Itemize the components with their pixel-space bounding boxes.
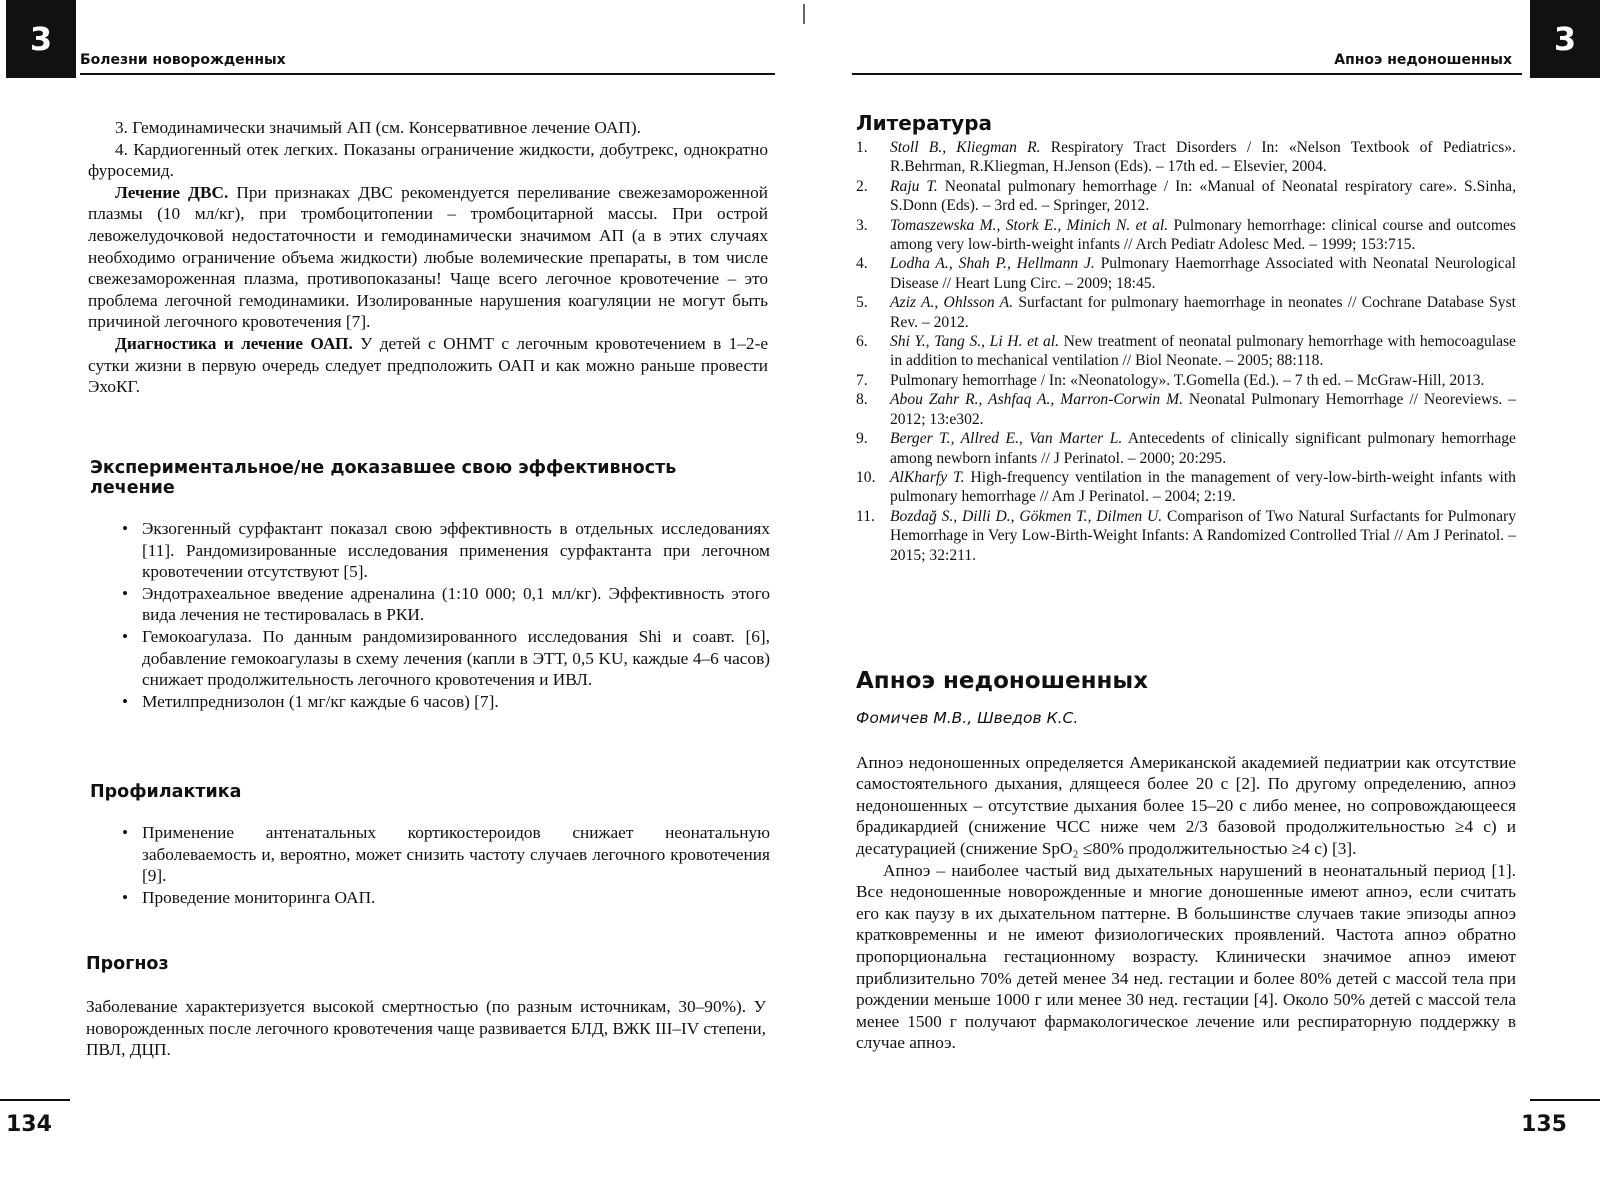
reference-number: 10.: [856, 468, 876, 486]
reference-number: 8.: [856, 391, 868, 409]
reference-number: 1.: [856, 139, 868, 156]
reference-text: Neonatal pulmonary hemorrhage / In: «Manual of Neonatal respiratory care». S.Sinha, S.Donn (Eds). – 3rd ed. – Springer, 2012.: [890, 177, 1516, 215]
experimental-heading: Экспериментальное/не доказавшее свою эффективность лечение: [90, 458, 677, 498]
reference-authors: Lodha A., Shah P., Hellmann J.: [890, 255, 1095, 273]
reference-number: 4.: [856, 255, 868, 273]
prophylaxis-list: [90, 822, 770, 908]
oap-paragraph: [88, 333, 768, 398]
reference-text: New treatment of neonatal pulmonary hemorrhage with hemocoagulase in addition to mechanical ventilation // Biol Neonate. – 2005; 88:118.: [890, 333, 1516, 370]
list-item: • Гемокоагулаза. По данным рандомизированного исследования Shi и соавт. [6], добавление гемокоагулазы в схему лечения (капли в ЭТТ, 0,5 KU, каждые 4–6 часов) снижает продолжительность легочного кровотечения и ИВЛ.: [142, 626, 770, 691]
reference-item: [856, 468, 1516, 507]
reference-authors: Stoll B., Kliegman R.: [890, 139, 1041, 156]
apnea-paragraph-1: Апноэ недоношенных определяется Американской академией педиатрии как отсутствие самостоятельного дыхания, длящееся более 20 с [2]. По другому определению, апноэ недоношенных – отсутствие дыхания более 15–20 с либо менее, но сопровождающееся брадикардией (снижение ЧСС ниже чем 2/3 базовой продолжительностью ≥4 с) и десатурацией (снижение SpO₂ ≤80% продолжительностью ≥4 с) [3].: [856, 752, 1516, 858]
left-main-text: [88, 117, 768, 398]
chapter-number-box: 3: [1530, 0, 1600, 78]
reference-text: Comparison of Two Natural Surfactants for Pulmonary Hemorrhage in Very Low-Birth-Weight Infants: A Randomized Controlled Trial // Am J Perinatol. – 2015; 32:211.: [890, 507, 1516, 564]
list-item: • Эндотрахеальное введение адреналина (1:10 000; 0,1 мл/кг). Эффективность этого вида лечения не тестировалась в РКИ.: [142, 583, 770, 626]
reference-item: [856, 177, 1516, 216]
reference-number: 6.: [856, 333, 868, 351]
paragraph: 3. Гемодинамически значимый АП (см. Консервативное лечение ОАП).: [115, 118, 641, 137]
dvs-paragraph: [88, 182, 768, 333]
reference-text: Neonatal Pulmonary Hemorrhage // Neoreviews. – 2012; 13:e302.: [890, 391, 1517, 428]
page-number: 134: [6, 1112, 52, 1137]
chapter-number-box: 3: [6, 0, 76, 78]
reference-authors: Aziz A., Ohlsson A.: [890, 294, 1014, 312]
reference-number: 11.: [856, 507, 875, 525]
prophylaxis-section: [90, 782, 770, 908]
apnea-authors: Фомичев М.В., Шведов К.С.: [856, 709, 1079, 727]
reference-text: Surfactant for pulmonary haemorrhage in neonates // Cochrane Database Syst Rev. – 2012.: [890, 294, 1516, 331]
reference-number: 2.: [856, 177, 868, 195]
oap-lead: Диагностика и лечение ОАП.: [115, 333, 353, 353]
prophylaxis-heading: Профилактика: [90, 782, 242, 802]
reference-authors: Berger T., Allred E., Van Marter L.: [890, 430, 1123, 448]
oap-text: У детей с ОНМТ с легочным кровотечением в 1–2-е сутки жизни в первую очередь следует предположить ОАП и как можно раньше провести ЭхоКГ.: [88, 333, 768, 397]
list-item: • Проведение мониторинга ОАП.: [142, 887, 770, 909]
list-item: • Экзогенный сурфактант показал свою эффективность в отдельных исследованиях [11]. Рандомизированные исследования применения сурфактанта при легочном кровотечении отсутствуют [5].: [142, 518, 770, 583]
reference-number: 7.: [856, 371, 868, 389]
apnea-heading: Апноэ недоношенных: [856, 668, 1149, 694]
literature-section: [856, 112, 1516, 565]
literature-heading: Литература: [856, 111, 993, 135]
reference-item: [856, 429, 1516, 468]
paragraph: 4. Кардиогенный отек легких. Показаны ограничение жидкости, добутрекс, однократно фуросемид.: [88, 139, 768, 181]
list-item: • Метилпреднизолон (1 мг/кг каждые 6 часов) [7].: [142, 691, 770, 713]
running-header: Апноэ недоношенных: [1334, 52, 1512, 68]
dvs-text: При признаках ДВС рекомендуется переливание свежезамороженной плазмы (10 мл/кг), при тромбоцитопении – тромбоцитарной массы. При острой левожелудочковой недостаточности и гемодинамически значимом АП (а в этих случаях необходимо ограничение объема жидкости) любые волемические препараты, в том числе свежезамороженная плазма, противопоказаны! Чаще всего легочное кровотечение – это проблема легочной гемодинамики. Изолированные нарушения коагуляции не могут быть причиной легочного кровотечения [7].: [88, 182, 768, 332]
reference-item: [856, 332, 1516, 371]
reference-list: [856, 138, 1516, 565]
reference-authors: Raju T.: [890, 177, 938, 195]
reference-item: [856, 390, 1516, 429]
apnea-paragraph-2: Апноэ – наиболее частый вид дыхательных нарушений в неонатальный период [1]. Все недоношенные новорожденные и многие доношенные имеют апноэ, если считать его как паузу в их дыхательном паттерне. В большинстве случаев такие эпизоды апноэ кратковременны и не имеют физиологических проявлений. Частота апноэ обратно пропорциональна гестационному возрасту. Клинически значимое апноэ имеют приблизительно 70% детей менее 34 нед. гестации и более 80% детей с массой тела при рождении меньше 1000 г или менее 30 нед. гестации [4]. Около 50% детей с массой тела менее 1500 г получают фармакологическое лечение или респираторную поддержку в случае апноэ.: [856, 860, 1516, 1053]
reference-item: [856, 507, 1516, 565]
page-number-rule: [1530, 1099, 1600, 1101]
dvs-lead: Лечение ДВС.: [115, 182, 229, 202]
reference-text: Pulmonary Haemorrhage Associated with Neonatal Neurological Disease // Heart Lung Circ. – 2009; 18:45.: [890, 255, 1516, 292]
right-page: [800, 0, 1600, 1198]
header-rule: [80, 73, 775, 75]
reference-text: Antecedents of clinically significant pulmonary hemorrhage among newborn infants // J Perinatol. – 2000; 20:295.: [890, 430, 1516, 467]
page-number-rule: [0, 1099, 70, 1101]
page-number: 135: [1521, 1112, 1567, 1137]
reference-item: [856, 293, 1516, 332]
reference-authors: Abou Zahr R., Ashfaq A., Marron-Corwin M.: [890, 391, 1183, 409]
reference-item: [856, 371, 1516, 390]
reference-number: 3.: [856, 216, 868, 234]
running-header: Болезни новорожденных: [80, 52, 286, 68]
reference-item: [856, 254, 1516, 293]
reference-text: Pulmonary hemorrhage / In: «Neonatology». T.Gomella (Ed.). – 7 th ed. – McGraw-Hill, 2013.: [890, 371, 1485, 389]
experimental-list: [90, 518, 770, 712]
reference-authors: AlKharfy T.: [890, 468, 965, 486]
experimental-section: [90, 458, 770, 712]
reference-authors: Tomaszewska M., Stork E., Minich N. et al.: [890, 216, 1169, 234]
reference-item: [856, 216, 1516, 255]
reference-authors: Shi Y., Tang S., Li H. et al.: [890, 333, 1059, 351]
reference-number: 9.: [856, 430, 868, 448]
reference-text: High-frequency ventilation in the management of very-low-birth-weight infants with pulmonary hemorrhage // Am J Perinatol. – 2004; 2:19.: [890, 468, 1516, 506]
reference-authors: Bozdağ S., Dilli D., Gökmen T., Dilmen U.: [890, 507, 1163, 525]
reference-text: Pulmonary hemorrhage: clinical course and outcomes among very low-birth-weight infants // Arch Pediatr Adolesc Med. – 1999; 153:715.: [890, 216, 1516, 254]
apnea-section: [856, 670, 1516, 1054]
reference-item: [856, 138, 1516, 177]
reference-number: 5.: [856, 294, 868, 312]
prognosis-heading: Прогноз: [86, 954, 169, 974]
prognosis-text: Заболевание характеризуется высокой смертностью (по разным источникам, 30–90%). У новорожденных после легочного кровотечения чаще развивается БЛД, ВЖК III–IV степени, ПВЛ, ДЦП.: [86, 997, 766, 1060]
list-item: • Применение антенатальных кортикостероидов снижает неонатальную заболеваемость и, вероятно, может снизить частоту случаев легочного кровотечения [9].: [142, 822, 770, 887]
header-rule: [852, 73, 1522, 75]
reference-text: Respiratory Tract Disorders / In: «Nelson Textbook of Pediatrics». R.Behrman, R.Kliegman, H.Jenson (Eds). – 17th ed. – Elsevier, 2004.: [890, 139, 1517, 176]
prognosis-section: [86, 954, 766, 1061]
